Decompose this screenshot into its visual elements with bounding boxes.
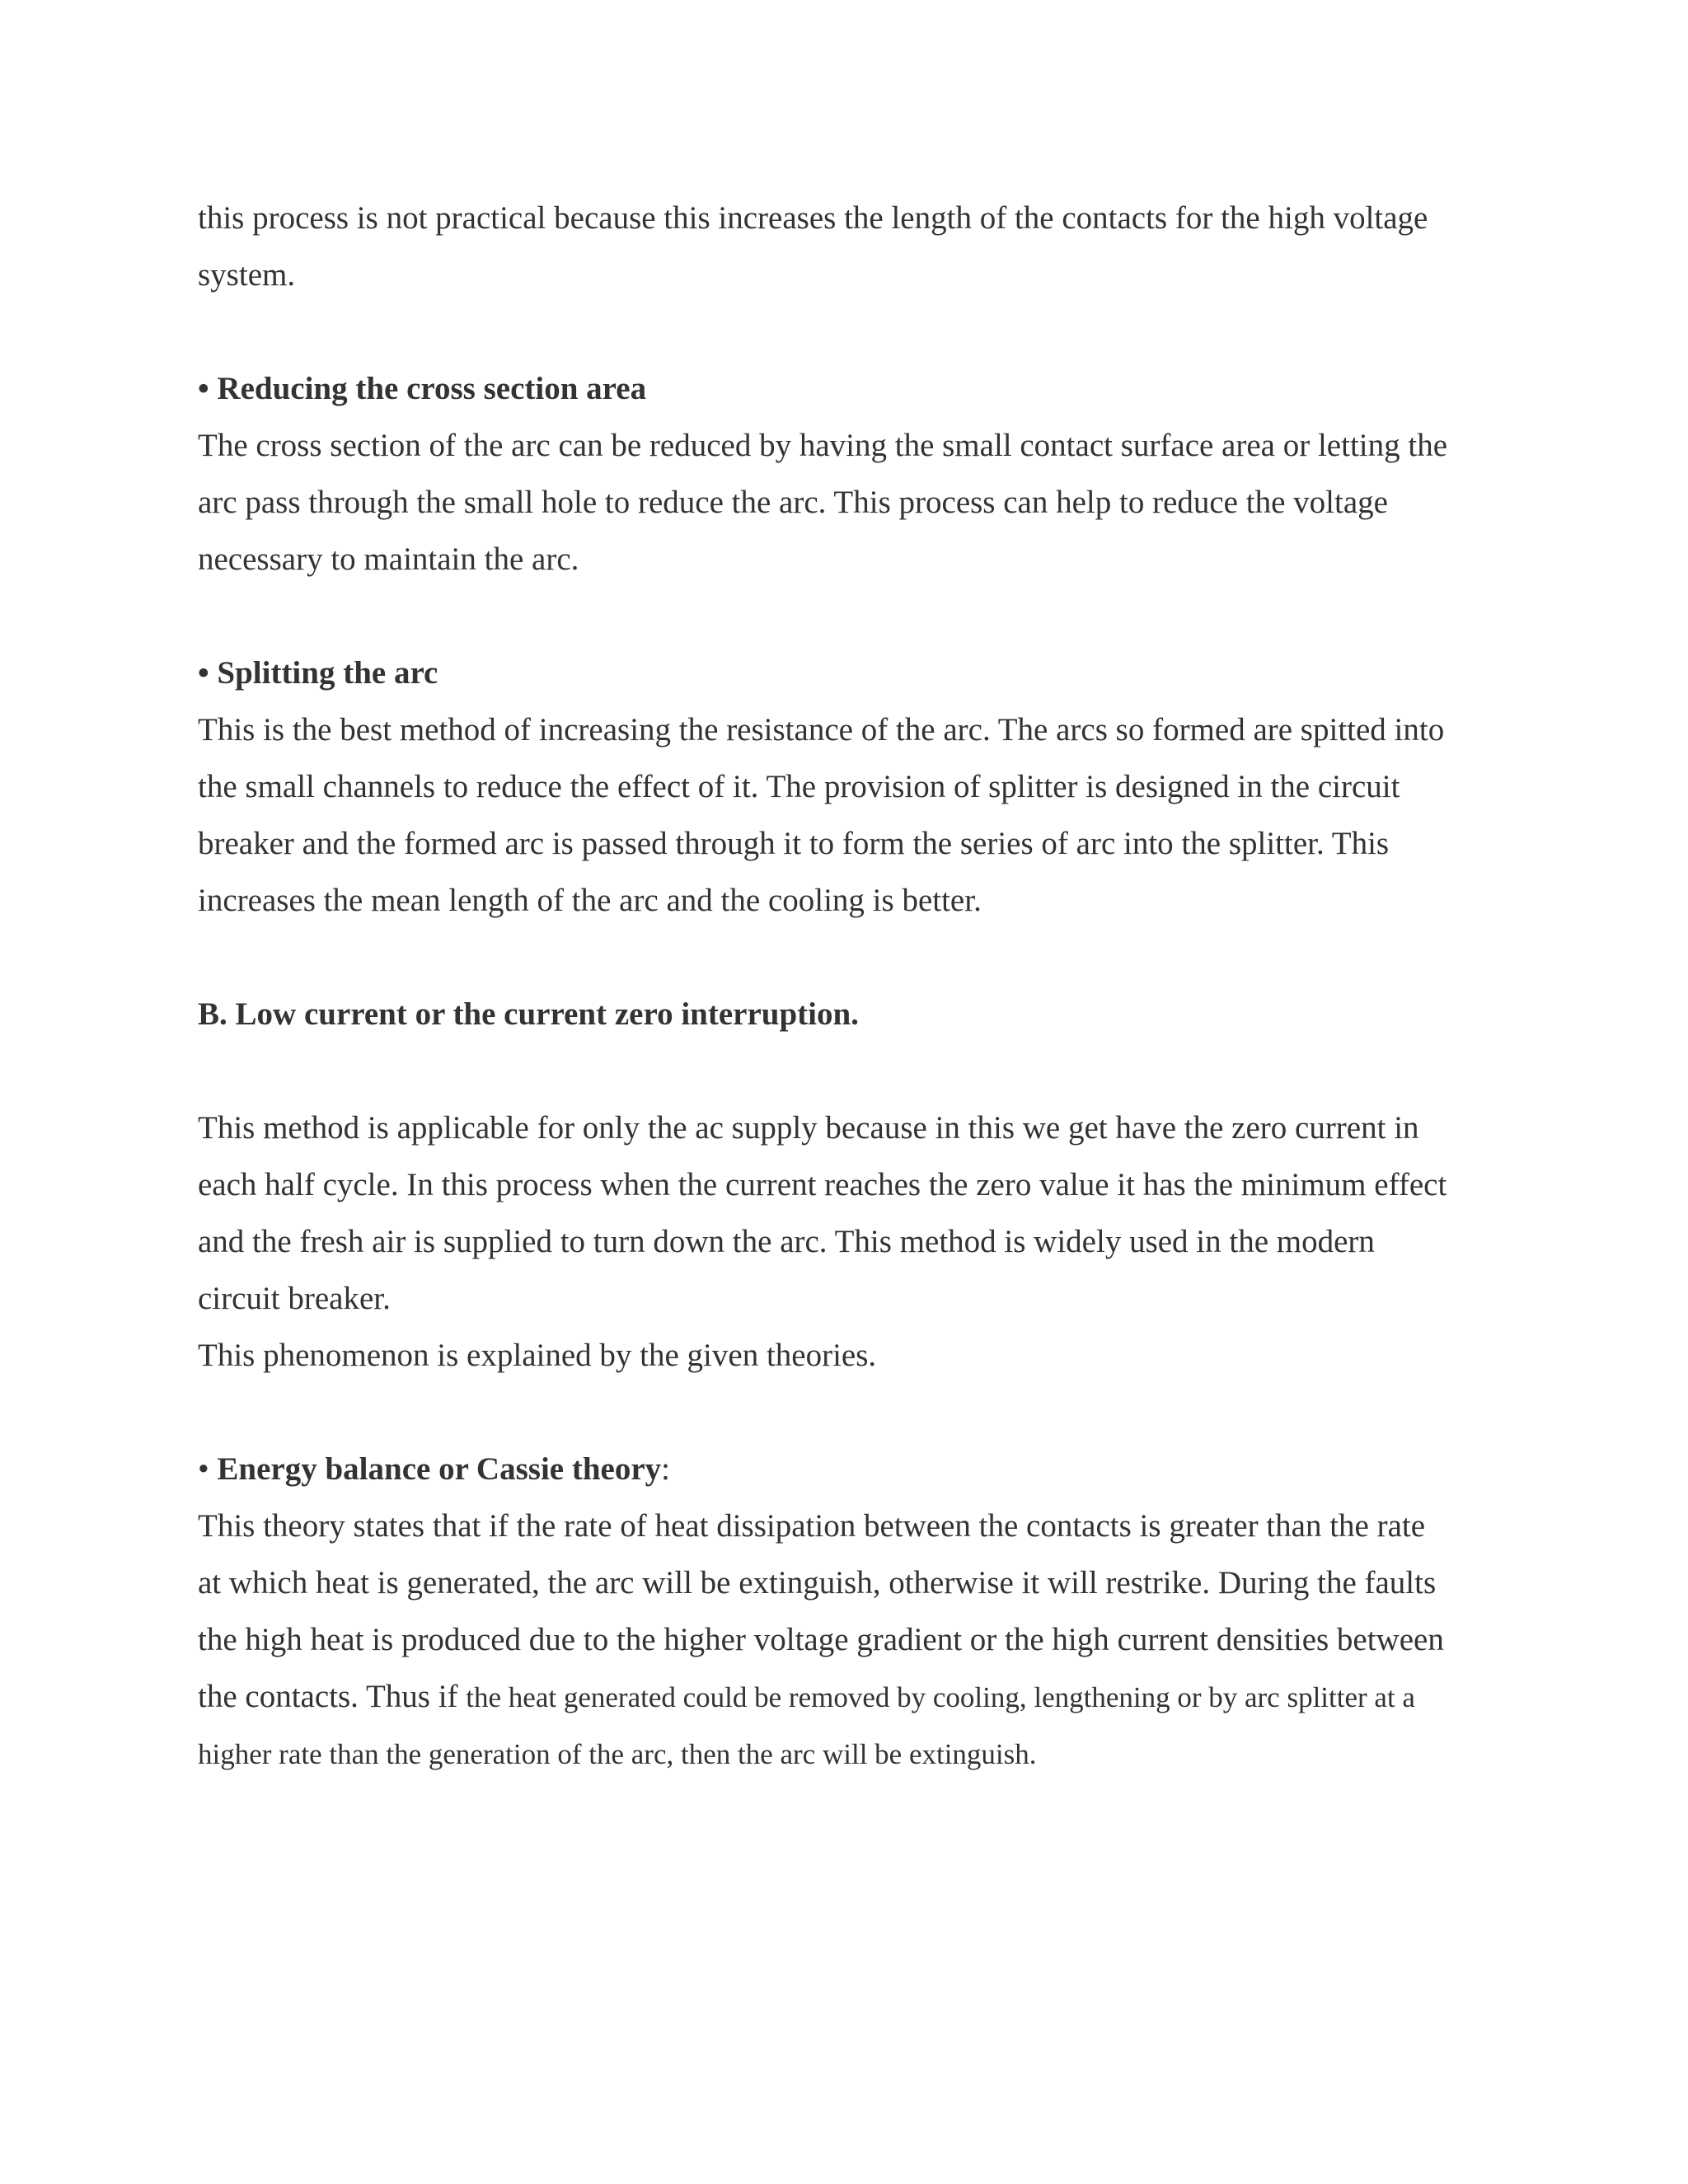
section-b-line-5: This phenomenon is explained by the given theories. bbox=[198, 1338, 877, 1373]
energy-heading: Energy balance or Cassie theory bbox=[217, 1451, 662, 1487]
section-b-line-3: and the fresh air is supplied to turn down the arc. This method is widely used in the modern bbox=[198, 1224, 1375, 1259]
energy-line-2: at which heat is generated, the arc will be extinguish, otherwise it will restrike. During the faults bbox=[198, 1565, 1437, 1601]
reducing-line-2: arc pass through the small hole to reduce the arc. This process can help to reduce the voltage bbox=[198, 485, 1388, 520]
splitting-line-2: the small channels to reduce the effect of it. The provision of splitter is designed in the circuit bbox=[198, 769, 1400, 804]
reducing-line-3: necessary to maintain the arc. bbox=[198, 541, 579, 577]
section-b-line-1: This method is applicable for only the ac supply because in this we get have the zero current in bbox=[198, 1110, 1419, 1146]
energy-line-3: the high heat is produced due to the higher voltage gradient or the high current densities between bbox=[198, 1622, 1444, 1657]
spacer bbox=[198, 303, 1500, 360]
spacer bbox=[198, 929, 1500, 986]
intro-line-2: system. bbox=[198, 257, 296, 293]
energy-heading-colon: : bbox=[661, 1451, 670, 1487]
energy-heading-line bbox=[198, 1441, 1500, 1497]
splitting-line-1: This is the best method of increasing the resistance of the arc. The arcs so formed are spitted into bbox=[198, 712, 1445, 748]
section-b-line-4: circuit breaker. bbox=[198, 1281, 391, 1316]
document-page bbox=[198, 190, 1500, 1783]
intro-line-1: this process is not practical because this increases the length of the contacts for the high voltage bbox=[198, 200, 1428, 236]
spacer bbox=[198, 1043, 1500, 1099]
energy-line-1: This theory states that if the rate of heat dissipation between the contacts is greater than the rate bbox=[198, 1508, 1426, 1544]
energy-line-5: higher rate than the generation of the arc, then the arc will be extinguish. bbox=[198, 1738, 1037, 1770]
energy-line-4-start: the contacts. Thus if bbox=[198, 1679, 467, 1714]
energy-line-4-rest: the heat generated could be removed by cooling, lengthening or by arc splitter at a bbox=[466, 1681, 1415, 1713]
reducing-line-1: The cross section of the arc can be reduced by having the small contact surface area or letting the bbox=[198, 428, 1448, 463]
spacer bbox=[198, 1384, 1500, 1441]
section-b-line-2: each half cycle. In this process when the current reaches the zero value it has the minimum effect bbox=[198, 1167, 1447, 1202]
splitting-line-4: increases the mean length of the arc and the cooling is better. bbox=[198, 883, 982, 918]
reducing-heading: • Reducing the cross section area bbox=[198, 371, 647, 406]
splitting-heading: • Splitting the arc bbox=[198, 655, 438, 691]
energy-line-4 bbox=[198, 1668, 1500, 1726]
section-b-heading: B. Low current or the current zero interruption. bbox=[198, 996, 859, 1032]
splitting-line-3: breaker and the formed arc is passed through it to form the series of arc into the splitter. This bbox=[198, 826, 1390, 861]
bullet: • bbox=[198, 1451, 218, 1487]
spacer bbox=[198, 588, 1500, 644]
